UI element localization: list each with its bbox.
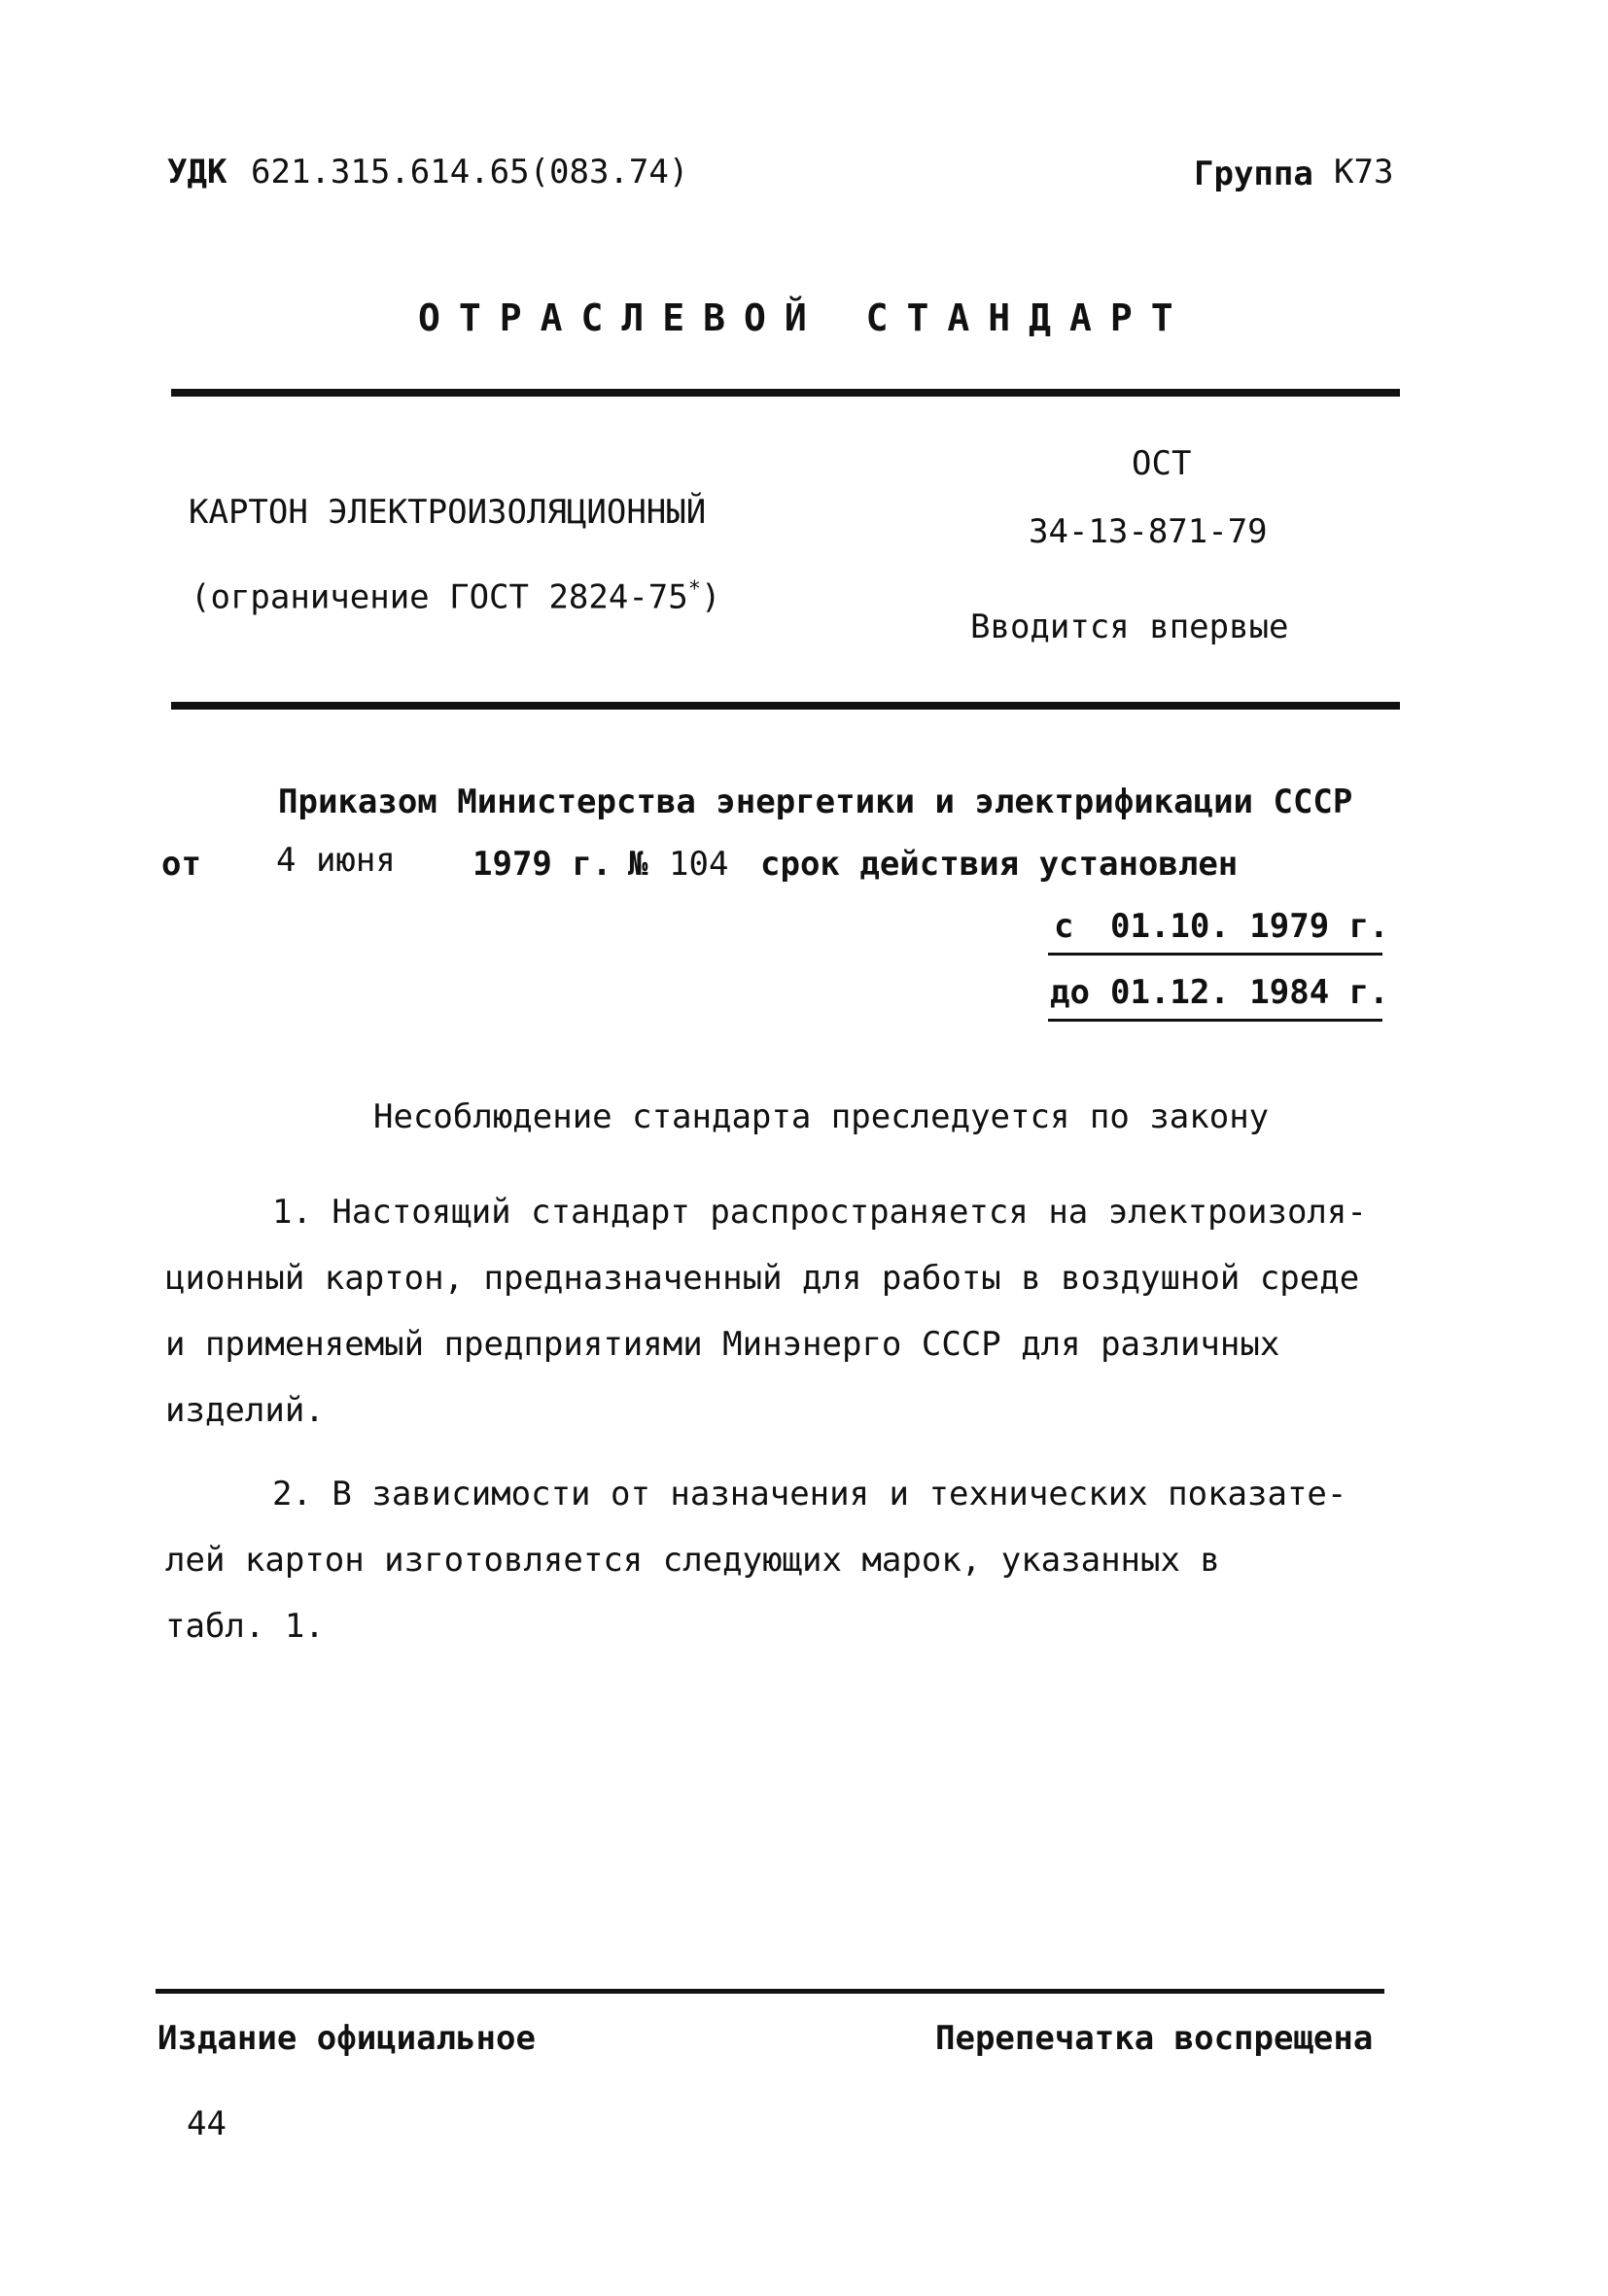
order-from-label: от	[161, 845, 201, 884]
standard-number: 34-13-871-79	[1029, 512, 1268, 551]
footer-official-edition: Издание официальное	[157, 2019, 536, 2058]
page-number: 44	[187, 2105, 227, 2143]
order-date: 4 июня	[276, 841, 396, 880]
middle-rule	[171, 702, 1400, 710]
product-name: КАРТОН ЭЛЕКТРОИЗОЛЯЦИОННЫЙ	[189, 493, 707, 532]
group-value: К73	[1334, 153, 1394, 191]
group-label: Группа	[1194, 155, 1313, 193]
udk-value: 621.315.614.65(083.74)	[251, 153, 689, 191]
udk-label: УДК	[167, 153, 227, 191]
document-title: ОТРАСЛЕВОЙ СТАНДАРТ	[418, 296, 1192, 339]
order-validity: срок действия установлен	[760, 845, 1239, 884]
order-number: 104	[669, 845, 729, 884]
order-number-sign: №	[628, 845, 648, 884]
paragraph-1-line-2: ционный картон, предназначенный для работы в воздушной среде	[165, 1259, 1360, 1298]
restriction-mark: *	[687, 577, 701, 602]
footer-rule	[156, 1989, 1384, 1994]
product-restriction	[191, 577, 721, 617]
valid-to-underline	[1048, 1019, 1382, 1022]
valid-from-underline	[1048, 953, 1382, 956]
restriction-close: )	[701, 577, 721, 617]
valid-from-date: 01.10. 1979 г.	[1110, 907, 1389, 946]
paragraph-2-line-3: табл. 1.	[165, 1607, 325, 1646]
law-notice: Несоблюдение стандарта преследуется по закону	[373, 1097, 1270, 1136]
paragraph-2-line-1: 2. В зависимости от назначения и технических показате-	[272, 1475, 1347, 1513]
standard-label: ОСТ	[1132, 444, 1192, 483]
valid-from-label: с	[1054, 907, 1074, 946]
order-line: Приказом Министерства энергетики и электрификации СССР	[278, 783, 1353, 821]
paragraph-1-line-1: 1. Настоящий стандарт распространяется на электроизоля-	[272, 1193, 1367, 1232]
top-rule	[171, 389, 1400, 397]
paragraph-1-line-4: изделий.	[165, 1391, 325, 1430]
footer-reprint-prohibited: Перепечатка воспрещена	[935, 2019, 1374, 2058]
order-year: 1979 г.	[472, 845, 612, 884]
intro-note: Вводится впервые	[970, 608, 1289, 646]
paragraph-2-line-2: лей картон изготовляется следующих марок, указанных в	[165, 1541, 1220, 1580]
valid-to-date: 01.12. 1984 г.	[1110, 973, 1389, 1012]
paragraph-1-line-3: и применяемый предприятиями Минэнерго СССР для различных	[165, 1325, 1280, 1364]
restriction-text: (ограничение ГОСТ 2824-75	[191, 577, 688, 617]
valid-to-label: до	[1050, 973, 1090, 1012]
